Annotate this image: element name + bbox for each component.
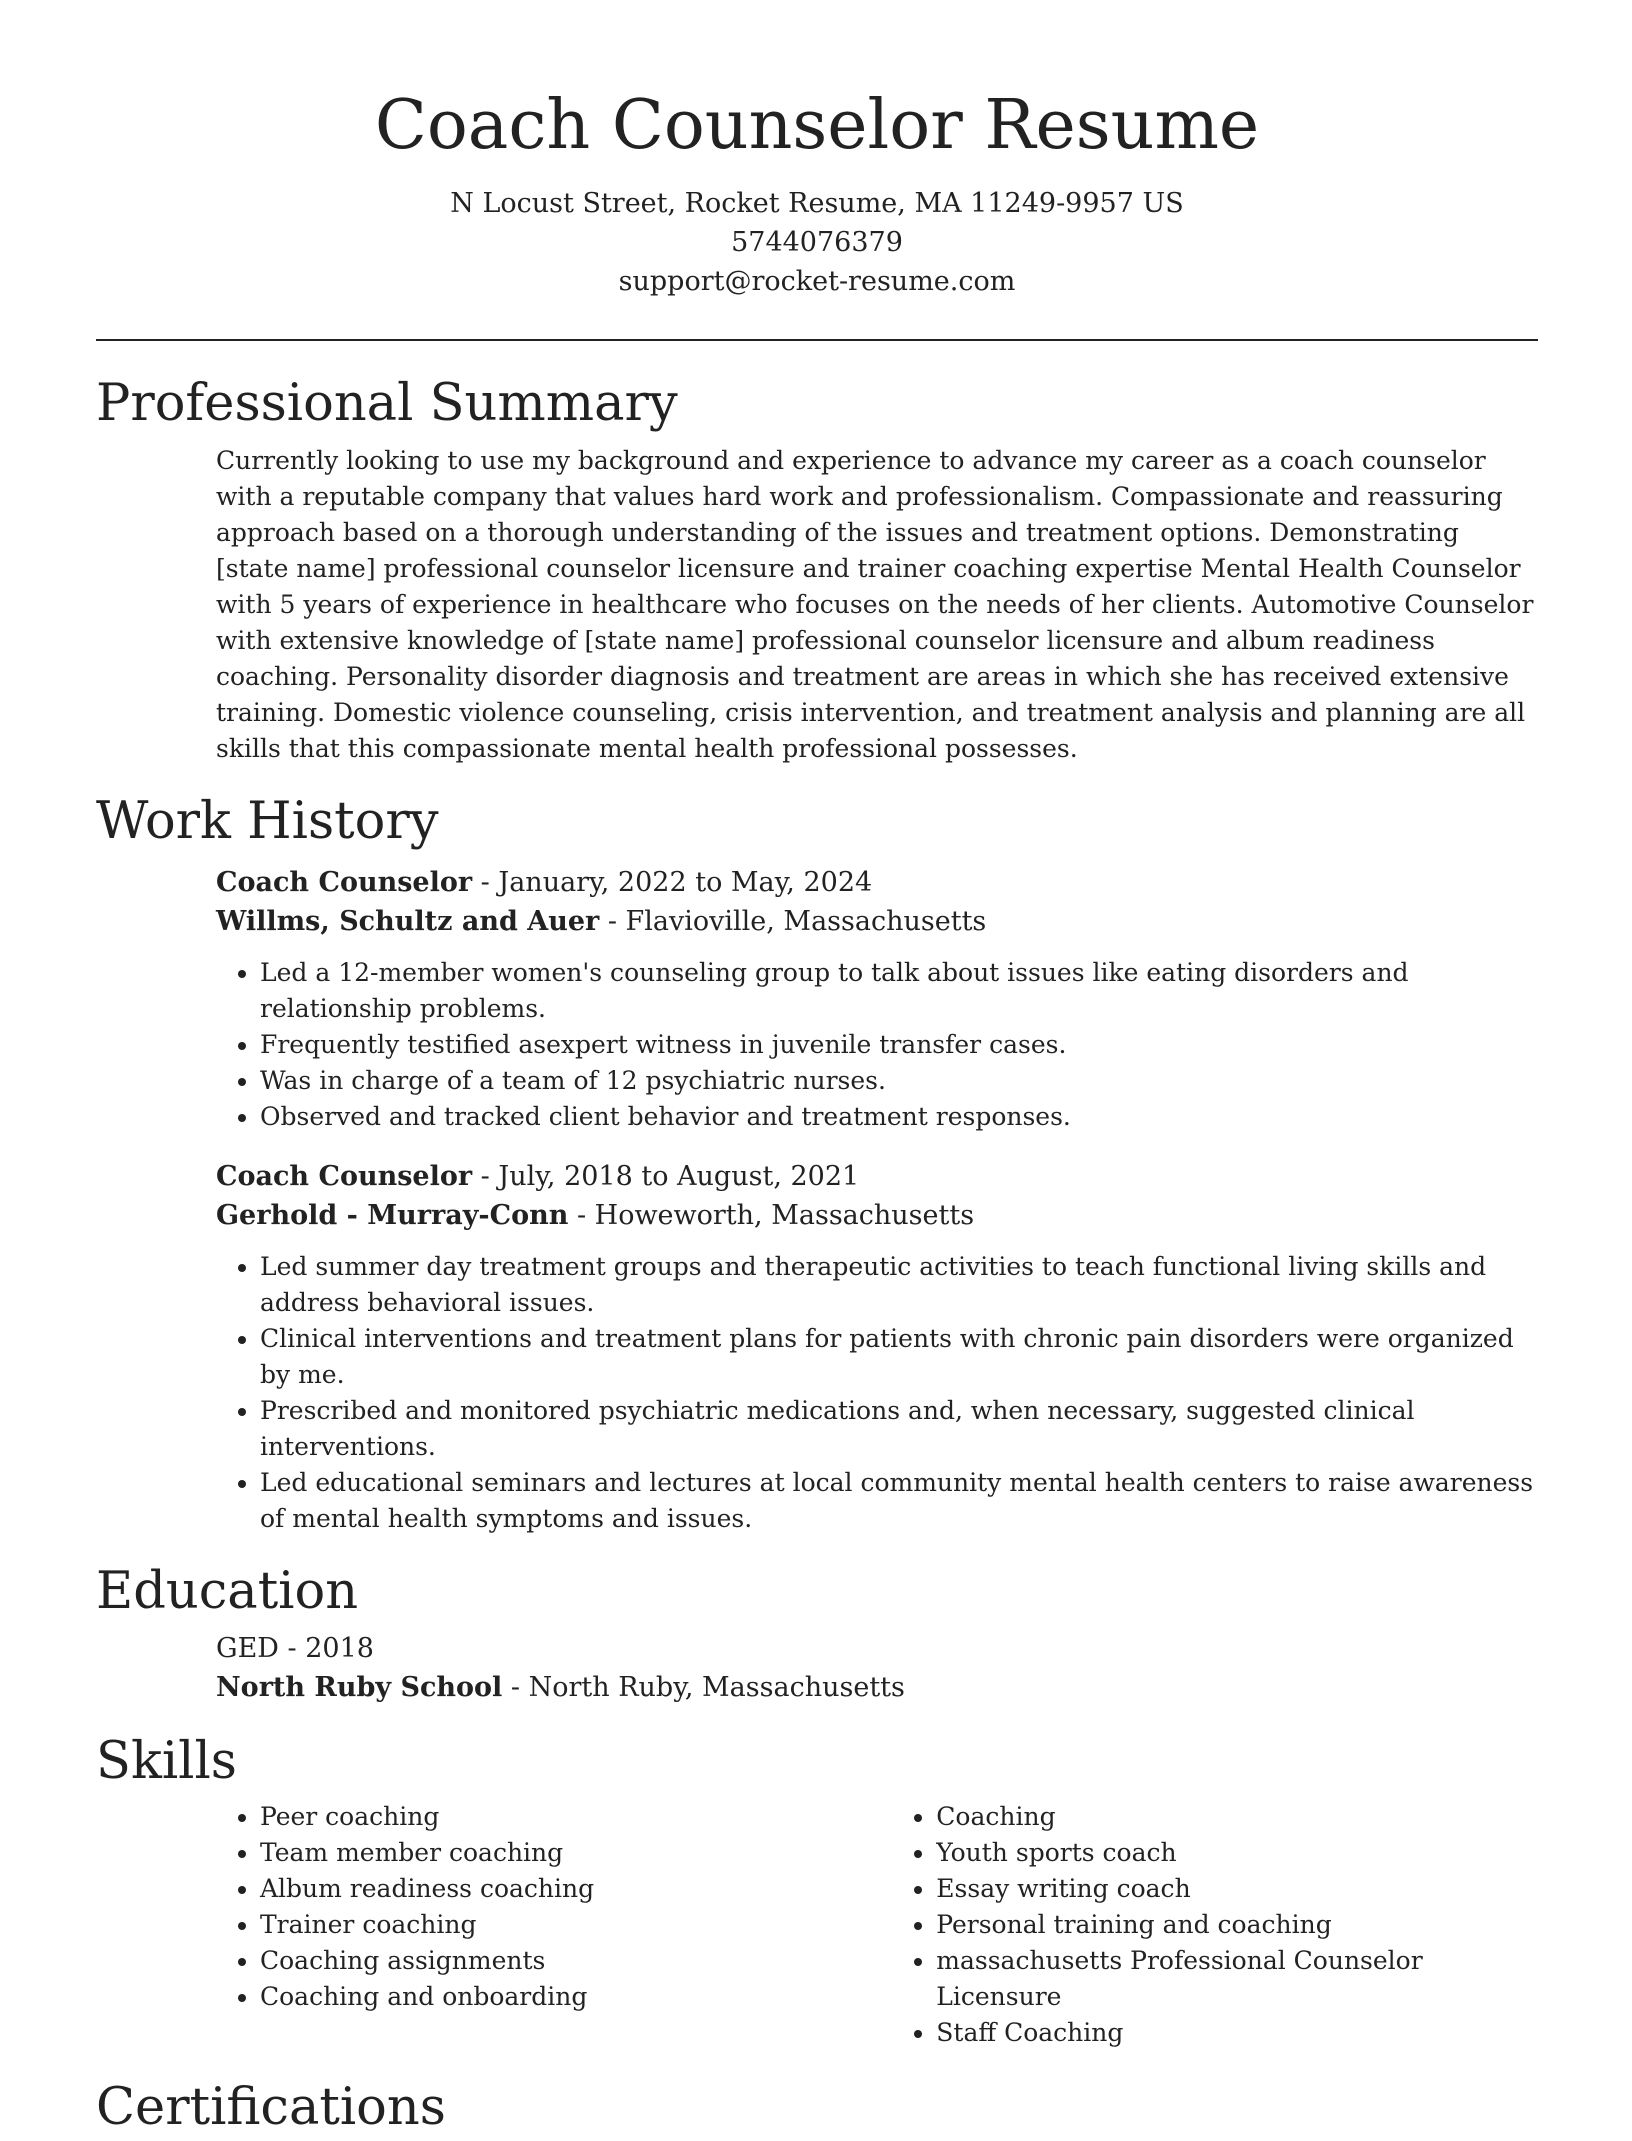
- list-item: • Team member coaching: [260, 1835, 892, 1871]
- education-degree: GED - 2018: [216, 1633, 374, 1664]
- job-title-line: [216, 1157, 1538, 1196]
- resume-title: Coach Counselor Resume: [374, 86, 1260, 165]
- list-item: • Essay writing coach: [936, 1871, 1538, 1907]
- contact-email: support@rocket-resume.com: [618, 266, 1016, 297]
- job-company-line: [216, 1196, 1538, 1235]
- list-item: • Trainer coaching: [260, 1907, 892, 1943]
- job-dates: - January, 2022 to May, 2024: [472, 867, 873, 898]
- work-history-heading: Work History: [96, 792, 439, 851]
- job-role: Coach Counselor: [216, 1161, 473, 1192]
- skills-grid: [216, 1799, 1538, 2051]
- contact-block: [96, 184, 1538, 301]
- list-item: • Prescribed and monitored psychiatric medications and, when necessary, suggested clinical interventions.: [260, 1393, 1538, 1465]
- job-entry: [216, 1157, 1538, 1537]
- summary-heading: Professional Summary: [96, 374, 678, 433]
- list-item: • Personal training and coaching: [936, 1907, 1538, 1943]
- job-title-line: [216, 863, 1538, 902]
- summary-section: [96, 371, 1538, 767]
- resume-header: [96, 0, 1538, 301]
- list-item: • Was in charge of a team of 12 psychiatric nurses.: [260, 1063, 1538, 1099]
- contact-address: N Locust Street, Rocket Resume, MA 11249-9957 US: [450, 188, 1184, 219]
- skills-heading: Skills: [96, 1732, 237, 1791]
- list-item: • Peer coaching: [260, 1799, 892, 1835]
- job-company: Willms, Schultz and Auer: [216, 906, 600, 937]
- list-item: • Coaching: [936, 1799, 1538, 1835]
- skills-column-right: [892, 1799, 1538, 2051]
- work-history-section: [96, 789, 1538, 1537]
- education-location: - North Ruby, Massachusetts: [502, 1672, 905, 1703]
- list-item: • Youth sports coach: [936, 1835, 1538, 1871]
- job-company-line: [216, 902, 1538, 941]
- list-item: • massachusetts Professional Counselor Licensure: [936, 1943, 1538, 2015]
- job-location: - Howeworth, Massachusetts: [568, 1200, 975, 1231]
- list-item: • Coaching and onboarding: [260, 1979, 892, 2015]
- certifications-heading: Certifications: [96, 2078, 446, 2137]
- job-bullets: [216, 1249, 1538, 1537]
- job-bullets: [216, 955, 1538, 1135]
- education-heading: Education: [96, 1562, 359, 1621]
- job-company: Gerhold - Murray-Conn: [216, 1200, 569, 1231]
- education-section: [96, 1559, 1538, 1707]
- skills-section: [96, 1729, 1538, 2051]
- education-school: North Ruby School: [216, 1672, 503, 1703]
- resume-page: [96, 0, 1538, 2141]
- list-item: • Observed and tracked client behavior and treatment responses.: [260, 1099, 1538, 1135]
- certifications-section: [96, 2075, 1538, 2141]
- summary-text: Currently looking to use my background and experience to advance my career as a coach counselor with a reputable company that values hard work and professionalism. Compassionate and reassuring approach based on a thorough understanding of the issues and treatment options. Demonstrating [state name] professional counselor licensure and trainer coaching expertise Mental Health Counselor with 5 years of experience in healthcare who focuses on the needs of her clients. Automotive Counselor with extensive knowledge of [state name] professional counselor licensure and album readiness coaching. Personality disorder diagnosis and treatment are areas in which she has received extensive training. Domestic violence counseling, crisis intervention, and treatment analysis and planning are all skills that this compassionate mental health professional possesses.: [216, 446, 1534, 763]
- job-location: - Flavioville, Massachusetts: [599, 906, 987, 937]
- job-dates: - July, 2018 to August, 2021: [472, 1161, 860, 1192]
- list-item: • Coaching assignments: [260, 1943, 892, 1979]
- list-item: • Led summer day treatment groups and therapeutic activities to teach functional living skills and address behavioral issues.: [260, 1249, 1538, 1321]
- job-role: Coach Counselor: [216, 867, 473, 898]
- header-divider: [96, 339, 1538, 341]
- list-item: • Staff Coaching: [936, 2015, 1538, 2051]
- skills-column-left: [216, 1799, 892, 2051]
- education-school-line: [216, 1668, 1538, 1707]
- list-item: • Clinical interventions and treatment plans for patients with chronic pain disorders were organized by me.: [260, 1321, 1538, 1393]
- contact-phone: 5744076379: [731, 227, 903, 258]
- list-item: • Led a 12-member women's counseling group to talk about issues like eating disorders and relationship problems.: [260, 955, 1538, 1027]
- list-item: • Frequently testified asexpert witness in juvenile transfer cases.: [260, 1027, 1538, 1063]
- list-item: • Album readiness coaching: [260, 1871, 892, 1907]
- list-item: • Led educational seminars and lectures at local community mental health centers to raise awareness of mental health symptoms and issues.: [260, 1465, 1538, 1537]
- job-entry: [216, 863, 1538, 1135]
